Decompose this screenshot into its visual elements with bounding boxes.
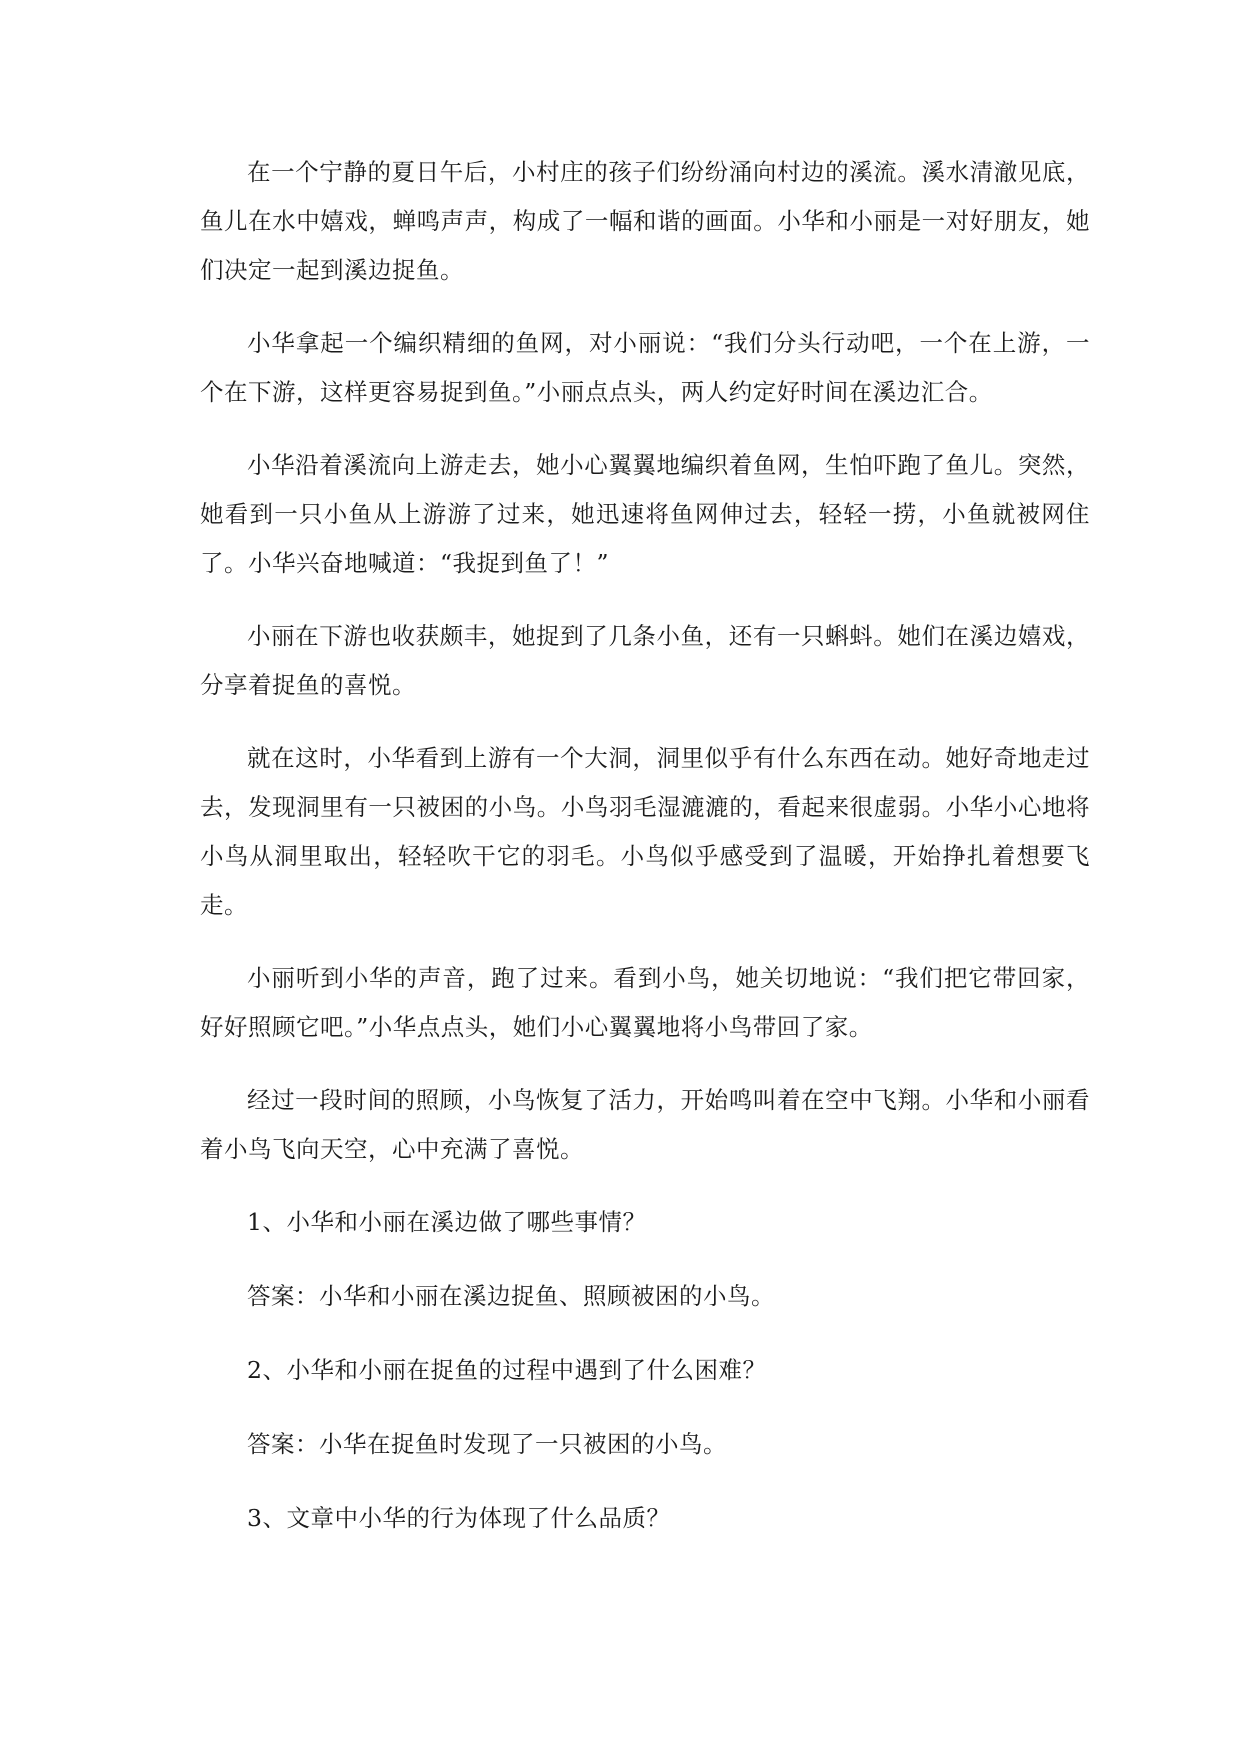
question-2: 2、小华和小丽在捉鱼的过程中遇到了什么困难？ — [247, 1356, 767, 1384]
question-1: 1、小华和小丽在溪边做了哪些事情？ — [247, 1208, 647, 1236]
answer-1: 答案：小华和小丽在溪边捉鱼、照顾被困的小鸟。 — [247, 1282, 775, 1310]
story-paragraph-7: 经过一段时间的照顾，小鸟恢复了活力，开始鸣叫着在空中飞翔。小华和小丽看着小鸟飞向天空，心中充满了喜悦。 — [200, 1086, 1090, 1163]
answer-2: 答案：小华在捉鱼时发现了一只被困的小鸟。 — [247, 1430, 727, 1458]
story-paragraph-5: 就在这时，小华看到上游有一个大洞，洞里似乎有什么东西在动。她好奇地走过去，发现洞里有一只被困的小鸟。小鸟羽毛湿漉漉的，看起来很虚弱。小华小心地将小鸟从洞里取出，轻轻吹干它的羽毛。小鸟似乎感受到了温暖，开始挣扎着想要飞走。 — [200, 744, 1090, 919]
story-paragraph-2: 小华拿起一个编织精细的鱼网，对小丽说：“我们分头行动吧，一个在上游，一个在下游，这样更容易捉到鱼。”小丽点点头，两人约定好时间在溪边汇合。 — [200, 329, 1090, 406]
document-body — [200, 148, 1090, 1568]
question-3: 3、文章中小华的行为体现了什么品质？ — [247, 1504, 671, 1532]
story-paragraph-4: 小丽在下游也收获颇丰，她捉到了几条小鱼，还有一只蝌蚪。她们在溪边嬉戏，分享着捉鱼的喜悦。 — [200, 622, 1090, 699]
story-paragraph-6: 小丽听到小华的声音，跑了过来。看到小鸟，她关切地说：“我们把它带回家，好好照顾它吧。”小华点点头，她们小心翼翼地将小鸟带回了家。 — [200, 964, 1090, 1041]
story-paragraph-1: 在一个宁静的夏日午后，小村庄的孩子们纷纷涌向村边的溪流。溪水清澈见底，鱼儿在水中嬉戏，蝉鸣声声，构成了一幅和谐的画面。小华和小丽是一对好朋友，她们决定一起到溪边捉鱼。 — [200, 158, 1090, 284]
story-paragraph-3: 小华沿着溪流向上游走去，她小心翼翼地编织着鱼网，生怕吓跑了鱼儿。突然，她看到一只小鱼从上游游了过来，她迅速将鱼网伸过去，轻轻一捞，小鱼就被网住了。小华兴奋地喊道：“我捉到鱼了！” — [200, 451, 1090, 577]
